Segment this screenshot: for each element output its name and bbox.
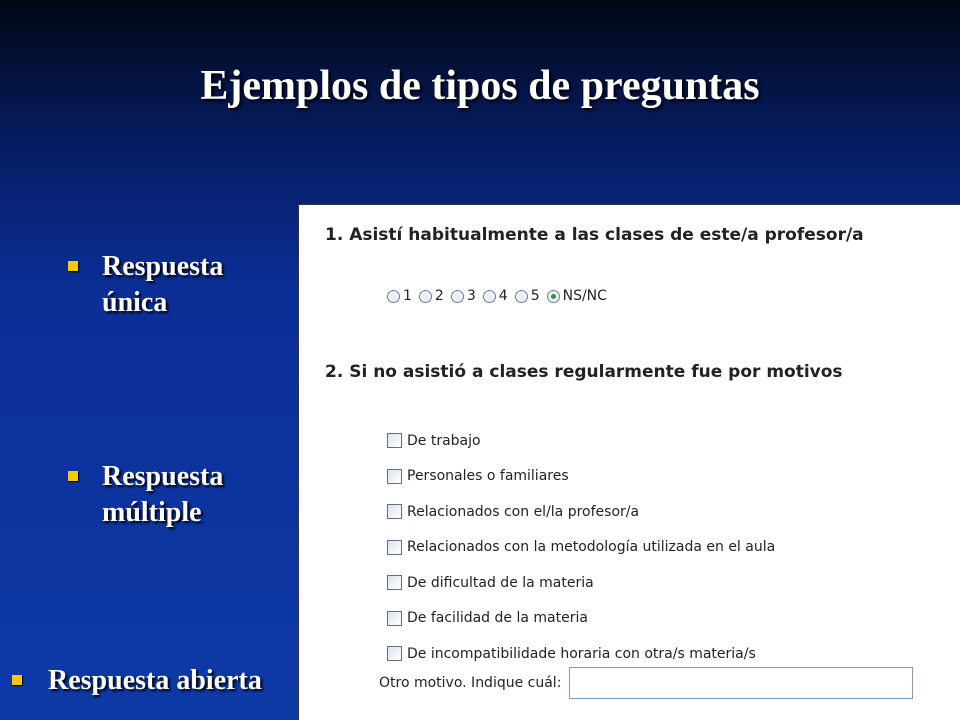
radio-button-icon[interactable] xyxy=(387,290,400,303)
checkbox-option-dificultad[interactable]: De dificultad de la materia xyxy=(387,565,775,601)
checkbox-option-trabajo[interactable]: De trabajo xyxy=(387,423,775,459)
checkbox-icon[interactable] xyxy=(387,611,402,626)
bullet-square-icon xyxy=(68,471,78,481)
question-2-title: 2. Si no asistió a clases regularmente fue por motivos xyxy=(325,362,843,382)
radio-option-3[interactable]: 3 xyxy=(451,288,476,304)
checkbox-icon[interactable] xyxy=(387,540,402,555)
checkbox-option-incompatibilidad[interactable]: De incompatibilidade horaria con otra/s materia/s xyxy=(387,636,775,672)
bullet-respuesta-abierta xyxy=(48,663,308,699)
radio-option-5[interactable]: 5 xyxy=(515,288,540,304)
bullet-text: Respuesta abierta xyxy=(48,665,262,696)
checkbox-icon[interactable] xyxy=(387,469,402,484)
checkbox-icon[interactable] xyxy=(387,504,402,519)
other-reason-row xyxy=(379,667,913,699)
other-reason-input[interactable] xyxy=(569,667,913,699)
bullet-respuesta-unica xyxy=(102,249,282,321)
bullet-square-icon xyxy=(68,261,78,271)
bullet-text: Respuesta única xyxy=(102,251,224,318)
survey-form-screenshot xyxy=(298,204,960,720)
bullet-square-icon xyxy=(12,675,22,685)
radio-option-1[interactable]: 1 xyxy=(387,288,412,304)
checkbox-icon[interactable] xyxy=(387,433,402,448)
radio-button-checked-icon[interactable] xyxy=(547,290,560,303)
checkbox-option-profesor[interactable]: Relacionados con el/la profesor/a xyxy=(387,494,775,530)
radio-button-icon[interactable] xyxy=(515,290,528,303)
checkbox-icon[interactable] xyxy=(387,646,402,661)
radio-button-icon[interactable] xyxy=(483,290,496,303)
question-1-title: 1. Asistí habitualmente a las clases de este/a profesor/a xyxy=(325,225,864,245)
bullet-respuesta-multiple xyxy=(102,459,282,531)
radio-button-icon[interactable] xyxy=(419,290,432,303)
radio-option-ns-nc[interactable]: NS/NC xyxy=(547,288,607,304)
bullet-text: Respuesta múltiple xyxy=(102,461,224,528)
checkbox-icon[interactable] xyxy=(387,575,402,590)
slide-title: Ejemplos de tipos de preguntas xyxy=(200,63,760,109)
radio-button-icon[interactable] xyxy=(451,290,464,303)
question-2-checkbox-list xyxy=(387,423,775,672)
checkbox-option-facilidad[interactable]: De facilidad de la materia xyxy=(387,601,775,637)
radio-option-4[interactable]: 4 xyxy=(483,288,508,304)
question-1-radio-group xyxy=(387,288,614,304)
radio-option-2[interactable]: 2 xyxy=(419,288,444,304)
checkbox-option-metodologia[interactable]: Relacionados con la metodología utilizada en el aula xyxy=(387,530,775,566)
other-reason-label: Otro motivo. Indique cuál: xyxy=(379,675,562,691)
checkbox-option-personales[interactable]: Personales o familiares xyxy=(387,459,775,495)
